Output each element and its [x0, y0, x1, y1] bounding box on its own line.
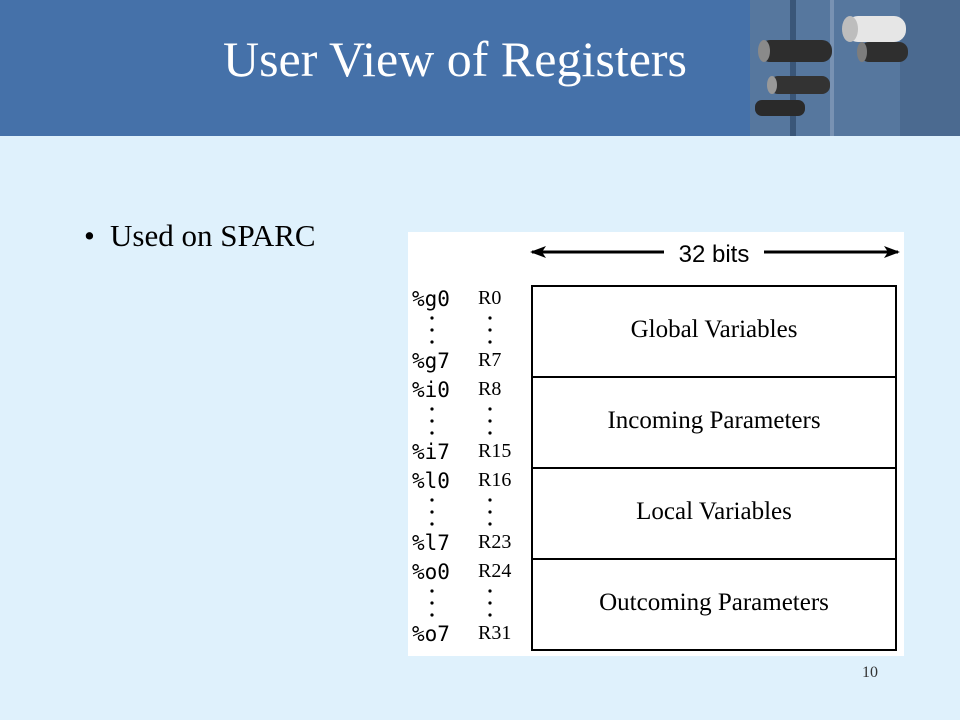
physical-reg-first: R24	[478, 560, 512, 582]
physical-reg-last: R23	[478, 531, 512, 553]
physical-reg-first: R0	[478, 287, 502, 309]
window-reg-first: %o0	[412, 560, 450, 584]
window-reg-first: %g0	[412, 287, 450, 311]
physical-reg-last: R15	[478, 440, 512, 462]
window-reg-first: %i0	[412, 378, 450, 402]
window-reg-last: %g7	[412, 349, 450, 373]
window-reg-last: %o7	[412, 622, 450, 646]
row-label-incoming: Incoming Parameters	[607, 407, 821, 434]
page-title: User View of Registers	[222, 31, 688, 87]
window-reg-first: %l0	[412, 469, 450, 493]
row-label-global: Global Variables	[630, 316, 798, 343]
physical-reg-last: R7	[478, 349, 502, 371]
window-reg-last: %i7	[412, 440, 450, 464]
width-label: 32 bits	[678, 241, 750, 268]
row-label-local: Local Variables	[636, 498, 792, 525]
physical-reg-first: R16	[478, 469, 512, 491]
row-label-outgoing: Outcoming Parameters	[599, 589, 829, 616]
window-reg-last: %l7	[412, 531, 450, 555]
bullet-icon: •	[84, 218, 95, 253]
bullet-item	[84, 218, 316, 254]
register-diagram	[408, 232, 904, 656]
register-diagram-svg	[408, 232, 904, 656]
physical-reg-first: R8	[478, 378, 502, 400]
slide-header	[0, 0, 960, 136]
page-number: 10	[862, 664, 878, 681]
physical-reg-last: R31	[478, 622, 512, 644]
bullet-text: Used on SPARC	[110, 218, 316, 253]
